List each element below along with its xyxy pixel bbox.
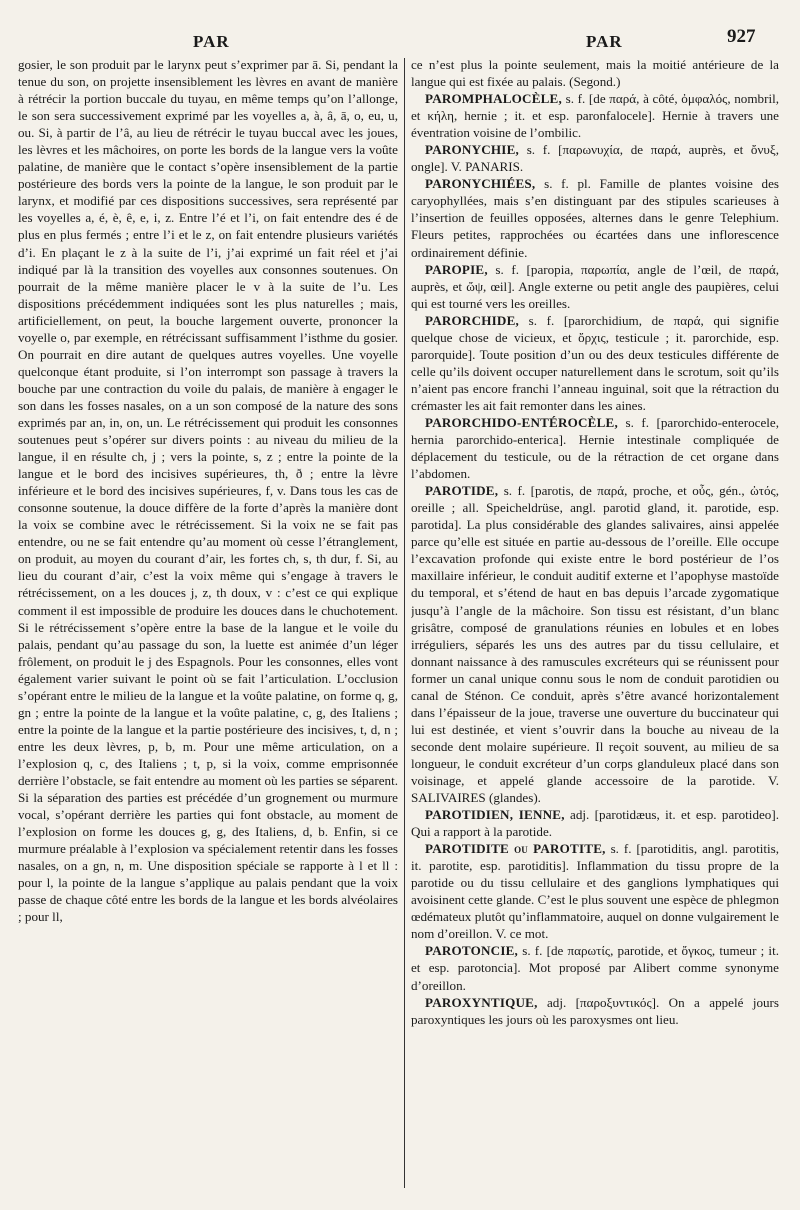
dictionary-entry: [411, 90, 779, 141]
dictionary-entry: [411, 141, 779, 175]
dictionary-entry: [411, 840, 779, 942]
dictionary-entry: [411, 806, 779, 840]
right-column: [411, 56, 779, 1196]
entry-body: s. f. pl. Famille de plantes voisine des caryophyllées, mais s’en distinguant par des stipules scarieuses à l’insertion de feuilles opposées, alternes dans le genre Telephium. Fleurs petites, rapprochées ou écartées dans une inflorescence ordinairement définie.: [411, 176, 779, 260]
entry-headword: PAROTIDIEN, IENNE,: [425, 807, 565, 823]
entry-body: s. f. [παρωνυχία, de παρά, auprès, et ὄνυξ, ongle]. V. PANARIS.: [411, 142, 779, 175]
entry-body: adj. [parotidæus, it. et esp. parotideo]. Qui a rapport à la parotide.: [411, 807, 779, 840]
dictionary-entry: [411, 942, 779, 993]
entry-body: adj. [παροξυντικός]. On a appelé jours paroxyntiques les jours où les paroxysmes ont lieu.: [411, 994, 779, 1027]
entry-body: s. f. [parotiditis, angl. parotitis, it. parotite, esp. parotiditis]. Inflammation du tissu propre de la parotide ou du tissu cellulaire et des ganglions lymphatiques qui avoisinent cette glande. C’est le plus souvent une espèce de phlegmon œdémateux plutôt qu’inflammatoire, auquel on donne vulgairement le nom d’oreillon. V. ce mot.: [411, 841, 779, 942]
entry-headword: PAROMPHALOCÈLE,: [425, 91, 562, 107]
left-column: [18, 56, 398, 1196]
continuation-text: ce n’est plus la pointe seulement, mais la moitié antérieure de la langue qui est fixée au palais. (Segond.): [411, 57, 779, 90]
left-column-text: gosier, le son produit par le larynx peut s’exprimer par ā. Si, pendant la tenue du son, on projette insensiblement les lèvres en avant de manière à rétrécir la portion buccale du tuyau, en même temps qu’on l’allonge, le son sera successivement exprimé par les voyelles a, à, â, ā, o, eu, u, ou. Si, à partir de l’â, au lieu de rétrécir le tuyau buccal avec les joues, les lèvres et les mâchoires, on porte les bords de la langue vers la voûte palatine, de manière que le contact s’opère insensiblement de la partie postérieure des bords vers la pointe de la langue, le son produit par le larynx, et modifié par ces dispositions successives, sera représenté par les voyelles a, é, è, ê, e, i, z. Entre l’é et l’i, on fait entendre des é de plus en plus fermés ; entre l’i et le z, on fait entendre plusieurs variétés d’i. En plaçant le z à la suite de l’i, j’ai exprimé un fait réel et j’ai indiqué par là la transition des voyelles aux consonnes soutenues. On pourrait de la même manière placer le v à la suite de l’u. Les dispositions précédemment indiquées sont les plus naturelles ; mais, artificiellement, on peut, la bouche largement ouverte, prononcer la voyelle o, par exemple, en rétrécissant suffisamment l’isthme du gosier. On pourrait en dire autant de quelques autres voyelles. Une voyelle quelconque étant produite, si l’on interrompt son passage à travers la bouche par une contraction du voile du palais, de manière à engager le son dans les fosses nasales, on a un son composé de la nature des sons exprimés par an, in, on, un. Le rétrécissement qui produit les consonnes soutenues peut s’opérer sur divers points : au niveau du milieu de la langue, il en résulte ch, j ; vers la pointe, s, z ; entre la pointe de la langue et le bord des incisives supérieures, th, ð ; entre la lèvre inférieure et le bord des incisives supérieures, f, v. Dans tous les cas de consonne soutenue, la douce diffère de la forte d’après la manière dont la voix se combine avec le rétrécissement. Si la voix ne se fait pas entendre, ou ne se fait entendre qu’au moment où cesse l’étranglement, on produit, au moyen du courant d’air, les fortes ch, s, th dur, f. Si, au lieu du courant d’air, c’est la voix même qui s’engage à travers le rétrécissement, on a les douces j, z, th doux, v : c’est ce qui explique comment il est impossible de produire les douces dans le chuchotement. Si le rétrécissement s’opère entre la base de la langue et le voile du palais, pendant qu’au passage du son, la luette est animée d’un léger frôlement, on produit le j des Espagnols. Pour les consonnes, elles vont également varier suivant le point où se fait l’articulation. L’occlusion s’opérant entre le milieu de la langue et la voûte palatine, on forme q, g, gn ; entre la pointe de la langue et la voûte palatine, c, g, des Italiens ; entre la pointe de la langue et la partie postérieure des incisives, t, d, n ; entre les deux lèvres, p, b, m. Pour une même articulation, on a l’explosion q, c, des Italiens ; t, p, si la voix, comme emprisonnée derrière l’obstacle, se fait entendre au moment où les parties se séparent. Si la séparation des parties est précédée d’un grognement ou murmure vocal, s’opérant derrière les parties qui font obstacle, au moment de l’explosion on forme les douces g, g, des Italiens, d, b. Enfin, si ce murmure préalable à l’explosion va spécialement retentir dans les fosses nasales, on a gn, n, m. Une disposition spéciale se rapporte à l et ll : pour l, la pointe de la langue s’applique au palais pendant que la voix passe de chaque côté entre les bords de la langue et les bords alvéolaires ; pour ll,: [18, 57, 398, 925]
dictionary-entry: [411, 175, 779, 260]
entry-headword: PARONYCHIÉES,: [425, 176, 536, 192]
page-number: 927: [727, 26, 756, 47]
dictionary-entry: [411, 312, 779, 414]
dictionary-entry: [411, 482, 779, 806]
entry-body: s. f. [parotis, de παρά, proche, et οὖς, gén., ὠτός, oreille ; all. Speicheldrüse, angl. parotid gland, it. parotide, esp. parotida]. La plus considérable des glandes salivaires, ainsi appelée parce qu’elle est située en partie au-dessous de l’oreille. Elle occupe l’excavation profonde qui existe entre le bord postérieur de l’os maxillaire inférieur, le conduit auditif externe et l’apophyse mastoïde du temporal, et s’étend de haut en bas depuis l’arcade zygomatique jusqu’à l’angle de la mâchoire. Son tissu est résistant, d’un blanc grisâtre, composé de granulations réunies en lobules et en lobes irréguliers, séparés les uns des autres par du tissu cellulaire, et donnant naissance à des ramuscules excréteurs qui se réunissent pour former un canal unique connu sous le nom de conduit parotidien ou canal de Sténon. Ce conduit, après s’être avancé horizontalement dans l’épaisseur de la joue, traverse une ouverture du buccinateur qui lui est destinée, et vient s’ouvrir dans la bouche au niveau de la seconde dent molaire supérieure. Il reçoit souvent, au milieu de sa longueur, le conduit excréteur d’un corps glanduleux placé dans son voisinage, et appelé glande accessoire de la parotide. V. SALIVAIRES (glandes).: [411, 483, 779, 806]
entry-headword: PARONYCHIE,: [425, 142, 519, 158]
entry-headword: PAROXYNTIQUE,: [425, 994, 538, 1010]
dictionary-entry: [411, 994, 779, 1028]
entry-body: s. f. [de παρωτίς, parotide, et ὄγκος, tumeur ; it. et esp. parotoncia]. Mot proposé par Alibert comme synonyme d’oreillon.: [411, 943, 779, 993]
entry-headword: PARORCHIDO-ENTÉROCÈLE,: [425, 414, 618, 430]
dictionary-entry: [411, 261, 779, 312]
dictionary-entry: [411, 414, 779, 482]
entry-body: s. f. [parorchido-enterocele, hernia parorchido-enterica]. Hernie intestinale compliquée de déplacement du testicule, ou de la rétraction de cet organe dans l’abdomen.: [411, 414, 779, 482]
entry-body: s. f. [parorchidium, de παρά, qui signifie quelque chose de vicieux, et ὄρχις, testicule ; it. parorchide, esp. parorquide]. Toute position d’un ou des deux testicules différente de celle qu’ils doivent occuper naturellement dans le scrotum, soit qu’ils n’aient pas encore franchi l’anneau inguinal, soit que la rétraction du crémaster les ait fait remonter dans les aines.: [411, 312, 779, 413]
entry-body: s. f. [paropia, παρωπία, angle de l’œil, de παρά, auprès, et ὤψ, œil]. Angle externe ou petit angle des paupières, celui qui est tourné vers les oreilles.: [411, 261, 779, 311]
entry-headword: PAROPIE,: [425, 261, 488, 277]
entry-headword: PAROTIDITE ou PAROTITE,: [425, 841, 606, 857]
entry-headword: PAROTIDE,: [425, 483, 499, 499]
column-divider: [404, 58, 405, 1188]
running-head-right: PAR: [586, 32, 623, 51]
entry-body: s. f. [de παρά, à côté, ὀμφαλός, nombril, et κήλη, hernie ; it. et esp. paronfalocele]. Hernie à travers une éventration voisine de l’ombilic.: [411, 91, 779, 141]
running-head-left: PAR: [193, 32, 230, 51]
running-head: [0, 26, 800, 56]
entry-headword: PARORCHIDE,: [425, 312, 519, 328]
entry-headword: PAROTONCIE,: [425, 943, 519, 959]
